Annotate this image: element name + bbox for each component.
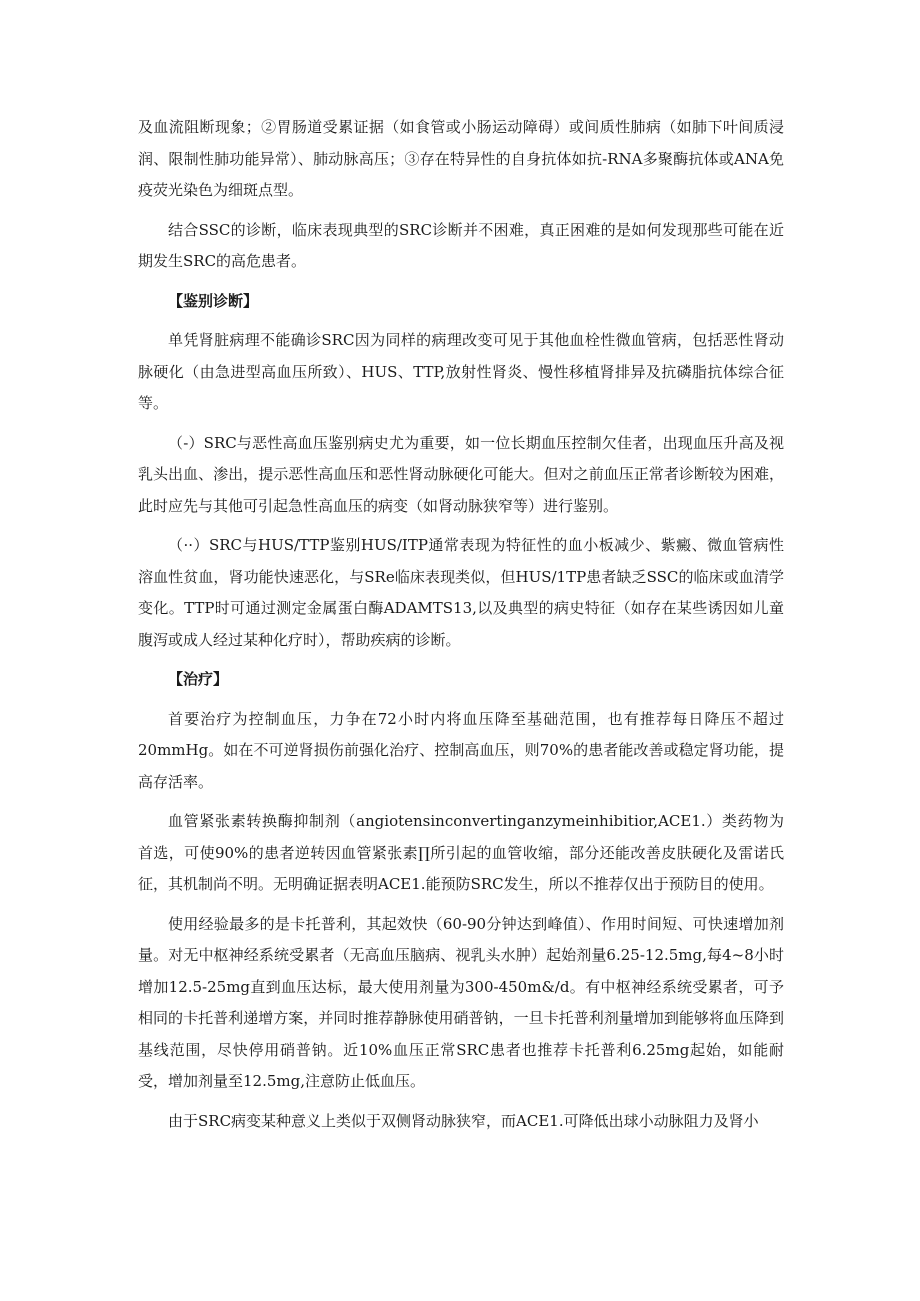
heading-treatment: 【治疗】 (168, 670, 229, 688)
paragraph-captopril: 使用经验最多的是卡托普利，其起效快（60-90分钟达到峰值）、作用时间短、可快速增加剂量。对无中枢神经系统受累者（无高血压脑病、视乳头水肿）起始剂量6.25-12.5mg,每4~8小时增加12.5-25mg直到血压达标，最大使用剂量为300-450m&/d。有中枢神经系统受累者，可予相同的卡托普利递增方案，并同时推荐静脉使用硝普钠，一旦卡托普利剂量增加到能够将血压降到基线范围，尽快停用硝普钠。近10%血压正常SRC患者也推荐卡托普利6.25mg起始，如能耐受，增加剂量至12.5mg,注意防止低血压。 (138, 914, 784, 1090)
paragraph-ace-inhibitors: 血管紧张素转换酶抑制剂（angiotensinconvertinganzymeinhibitior,ACE1.）类药物为首选，可使90%的患者逆转因血管紧张素∏所引起的血管收缩，部分还能改善皮肤硬化及雷诺氏征，其机制尚不明。无明确证据表明ACE1.能预防SRC发生，所以不推荐仅出于预防目的使用。 (138, 812, 784, 893)
paragraph-criteria-continuation: 及血流阻断现象；②胃肠道受累证据（如食管或小肠运动障碍）或间质性肺病（如肺下叶间质浸润、限制性肺功能异常）、肺动脉高压；③存在特异性的自身抗体如抗-RNA多聚酶抗体或ANA免疫荧光染色为细斑点型。 (138, 118, 784, 199)
document-body (138, 112, 784, 1145)
paragraph-malignant-hypertension: （-）SRC与恶性高血压鉴别病史尤为重要，如一位长期血压控制欠佳者，出现血压升高及视乳头出血、渗出，提示恶性高血压和恶性肾动脉硬化可能大。但对之前血压正常者诊断较为困难，此时应先与其他可引起急性高血压的病变（如肾动脉狭窄等）进行鉴别。 (138, 433, 784, 515)
paragraph-hus-ttp: （··）SRC与HUS/TTP鉴别HUS/ITP通常表现为特征性的血小板减少、紫癜、微血管病性溶血性贫血，肾功能快速恶化，与SRe临床表现类似，但HUS/1TP患者缺乏SSC的临床或血清学变化。TTP时可通过测定金属蛋白酶ADAMTS13,以及典型的病史特征（如存在某些诱因如儿童腹泻或成人经过某种化疗时），帮助疾病的诊断。 (138, 536, 784, 649)
heading-differential-diagnosis: 【鉴别诊断】 (168, 291, 259, 310)
paragraph-renal-pathology: 单凭肾脏病理不能确诊SRC因为同样的病理改变可见于其他血栓性微血管病，包括恶性肾动脉硬化（由急进型高血压所致）、HUS、TTP,放射性肾炎、慢性移植肾排异及抗磷脂抗体综合征等。 (138, 331, 784, 412)
paragraph-blood-pressure-control: 首要治疗为控制血压，力争在72小时内将血压降至基础范围，也有推荐每日降压不超过20mmHg。如在不可逆肾损伤前强化治疗、控制高血压，则70%的患者能改善或稳定肾功能，提高存活率。 (138, 709, 784, 791)
paragraph-renal-artery-stenosis: 由于SRC病变某种意义上类似于双侧肾动脉狭窄，而ACE1.可降低出球小动脉阻力及肾小 (168, 1111, 759, 1130)
paragraph-src-diagnosis: 结合SSC的诊断，临床表现典型的SRC诊断并不困难，真正困难的是如何发现那些可能在近期发生SRC的高危患者。 (138, 220, 784, 270)
